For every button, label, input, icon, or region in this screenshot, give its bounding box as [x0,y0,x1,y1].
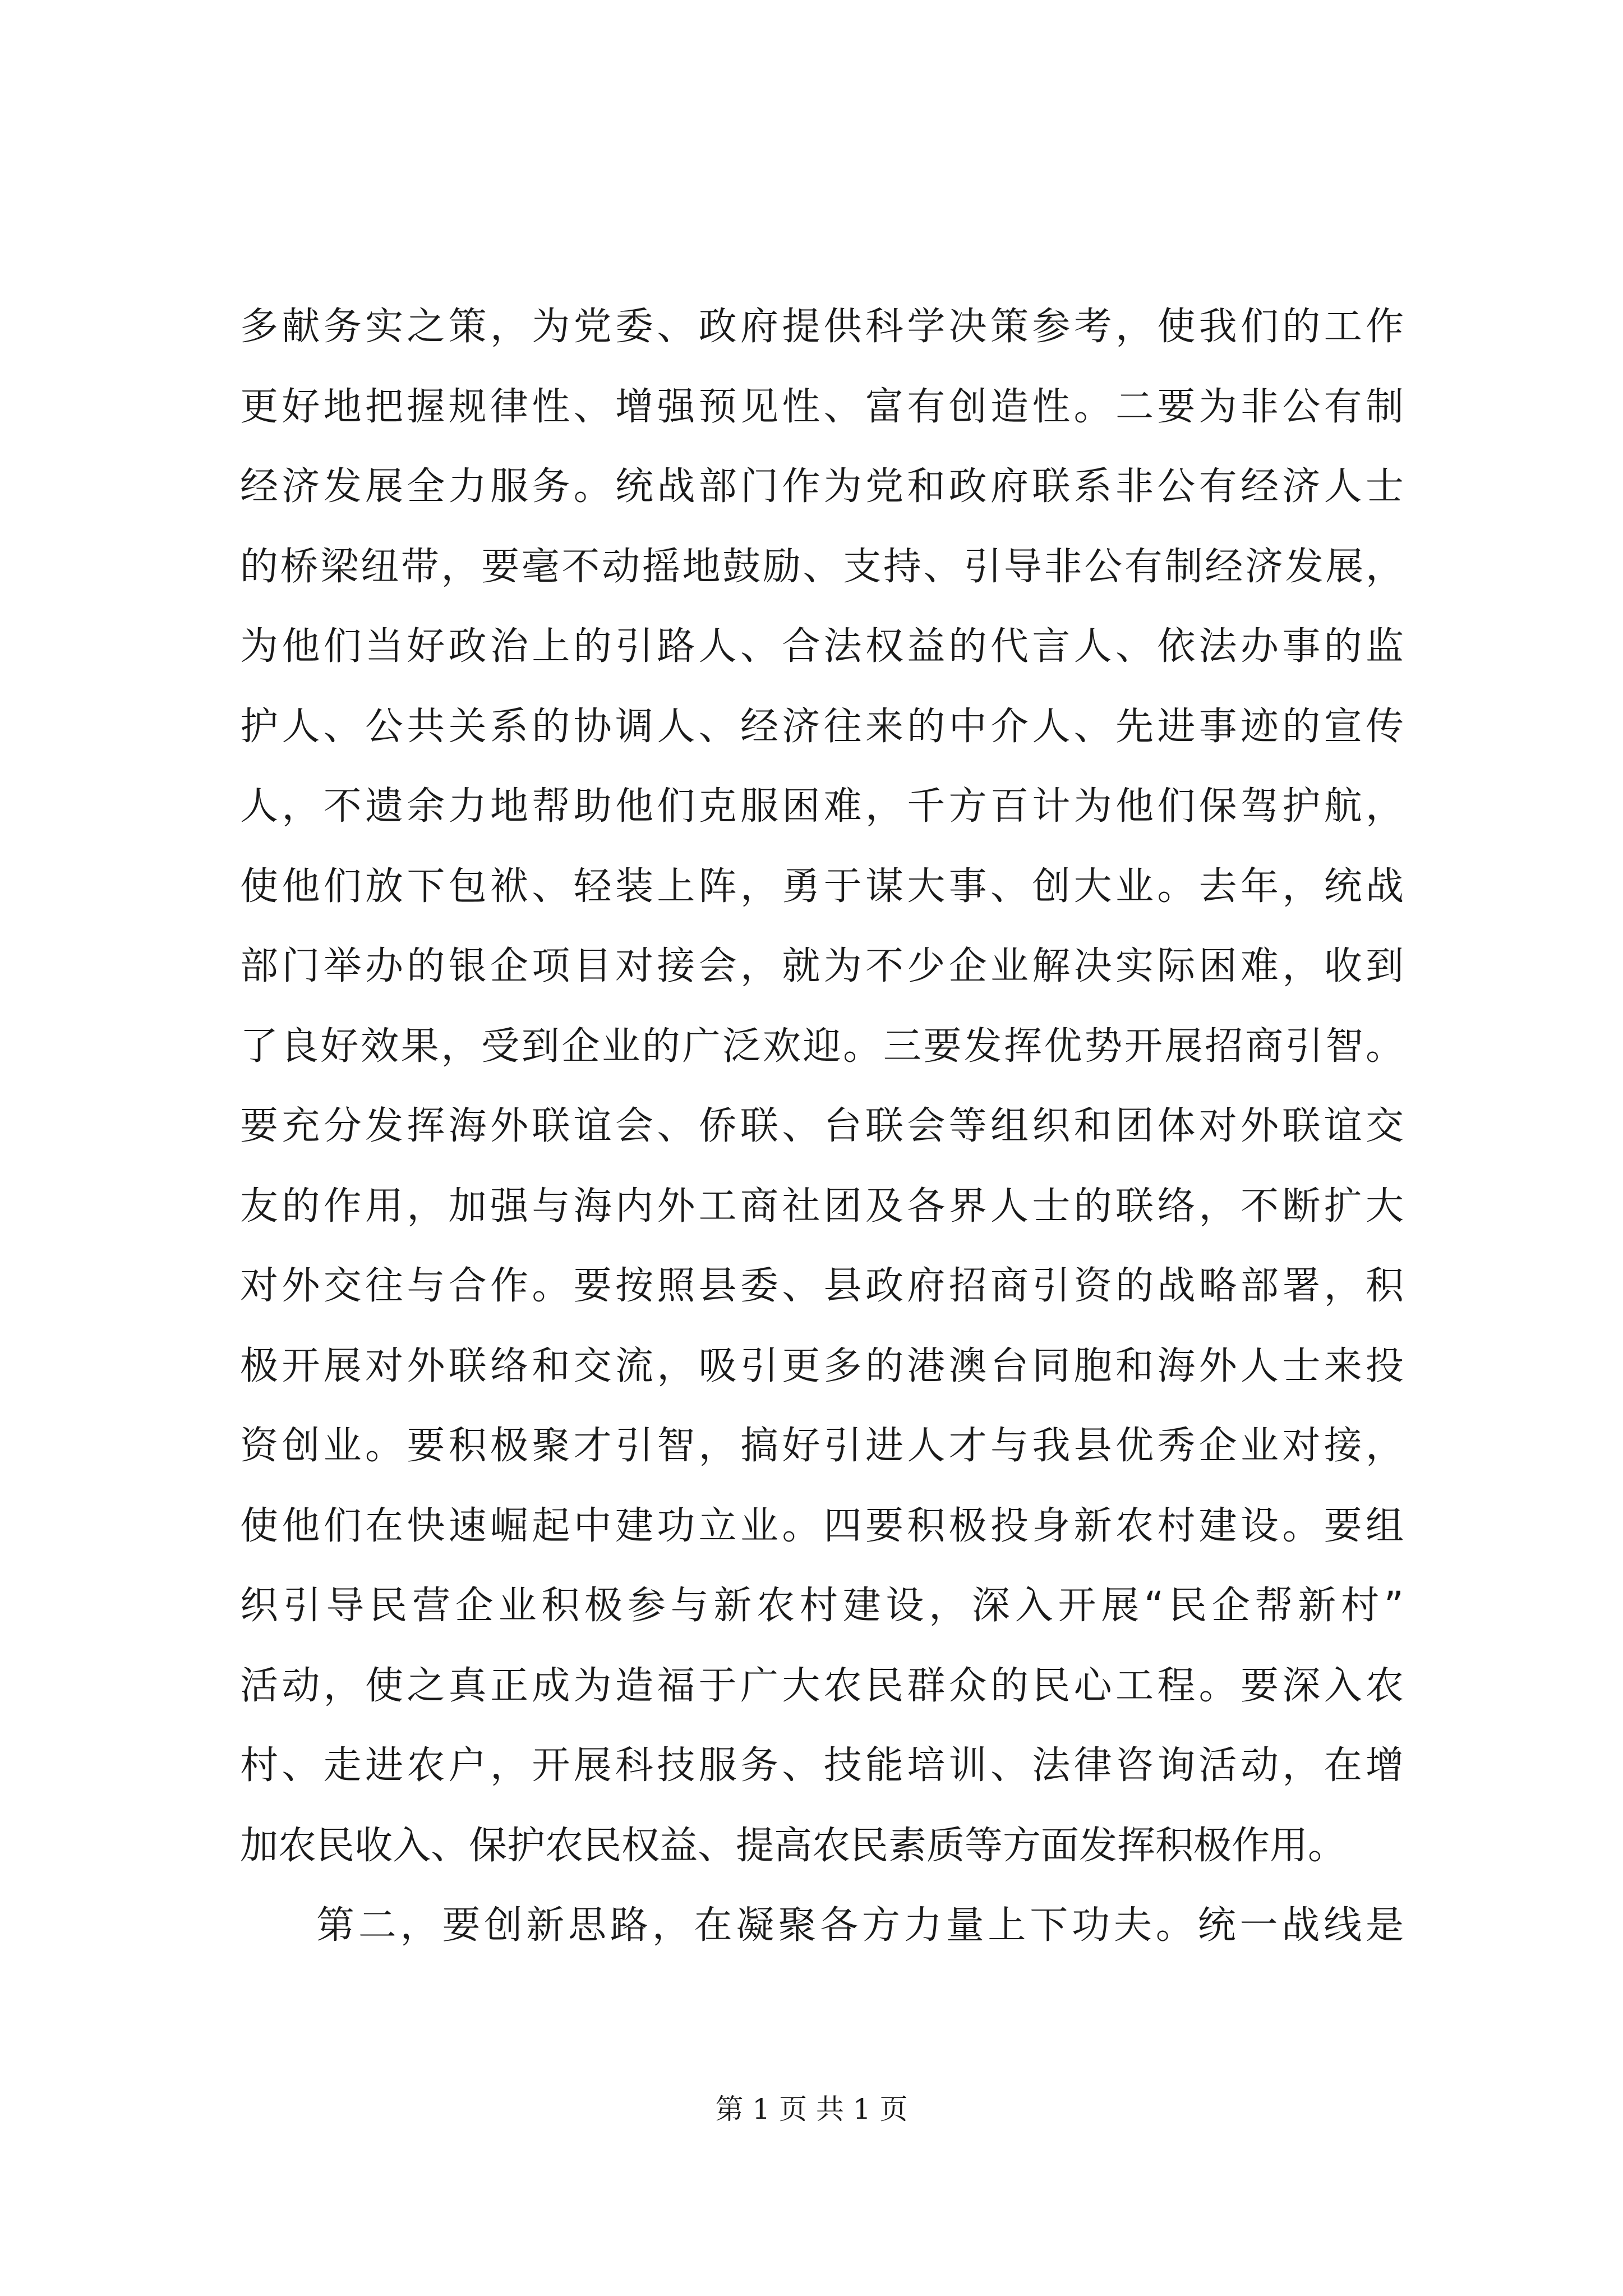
text-line: 使他们放下包袱、轻装上阵，勇于谋大事、创大业。去年，统战 [240,864,1404,909]
body-text [240,287,1404,1966]
text-line-paragraph-start: 第二，要创新思路，在凝聚各方力量上下功夫。统一战线是 [316,1903,1404,1948]
text-line: 为他们当好政治上的引路人、合法权益的代言人、依法办事的监 [240,624,1404,669]
text-line: 的桥梁纽带，要毫不动摇地鼓励、支持、引导非公有制经济发展， [240,544,1404,589]
text-line: 织引导民营企业积极参与新农村建设，深入开展“民企帮新村” [240,1584,1404,1628]
text-line: 了良好效果，受到企业的广泛欢迎。三要发挥优势开展招商引智。 [240,1024,1404,1069]
page-footer: 第 1 页 共 1 页 [715,2093,908,2125]
text-line: 经济发展全力服务。统战部门作为党和政府联系非公有经济人士 [240,464,1404,509]
text-line: 更好地把握规律性、增强预见性、富有创造性。二要为非公有制 [240,384,1404,429]
text-line-paragraph-end: 加农民收入、保护农民权益、提高农民素质等方面发挥积极作用。 [240,1823,1347,1868]
text-line: 使他们在快速崛起中建功立业。四要积极投身新农村建设。要组 [240,1503,1404,1548]
text-line: 友的作用，加强与海内外工商社团及各界人士的联络，不断扩大 [240,1184,1404,1228]
text-line: 要充分发挥海外联谊会、侨联、台联会等组织和团体对外联谊交 [240,1104,1404,1148]
text-line: 极开展对外联络和交流，吸引更多的港澳台同胞和海外人士来投 [240,1343,1404,1388]
text-line: 护人、公共关系的协调人、经济往来的中介人、先进事迹的宣传 [240,704,1404,749]
text-line: 部门举办的银企项目对接会，就为不少企业解决实际困难，收到 [240,944,1404,988]
text-line: 多献务实之策，为党委、政府提供科学决策参考，使我们的工作 [240,305,1404,349]
text-line: 对外交往与合作。要按照县委、县政府招商引资的战略部署，积 [240,1264,1404,1308]
text-line: 活动，使之真正成为造福于广大农民群众的民心工程。要深入农 [240,1663,1404,1708]
text-line: 村、走进农户，开展科技服务、技能培训、法律咨询活动，在增 [240,1743,1404,1788]
text-line: 人，不遗余力地帮助他们克服困难，千方百计为他们保驾护航， [240,784,1404,829]
text-line: 资创业。要积极聚才引智，搞好引进人才与我县优秀企业对接， [240,1424,1404,1468]
